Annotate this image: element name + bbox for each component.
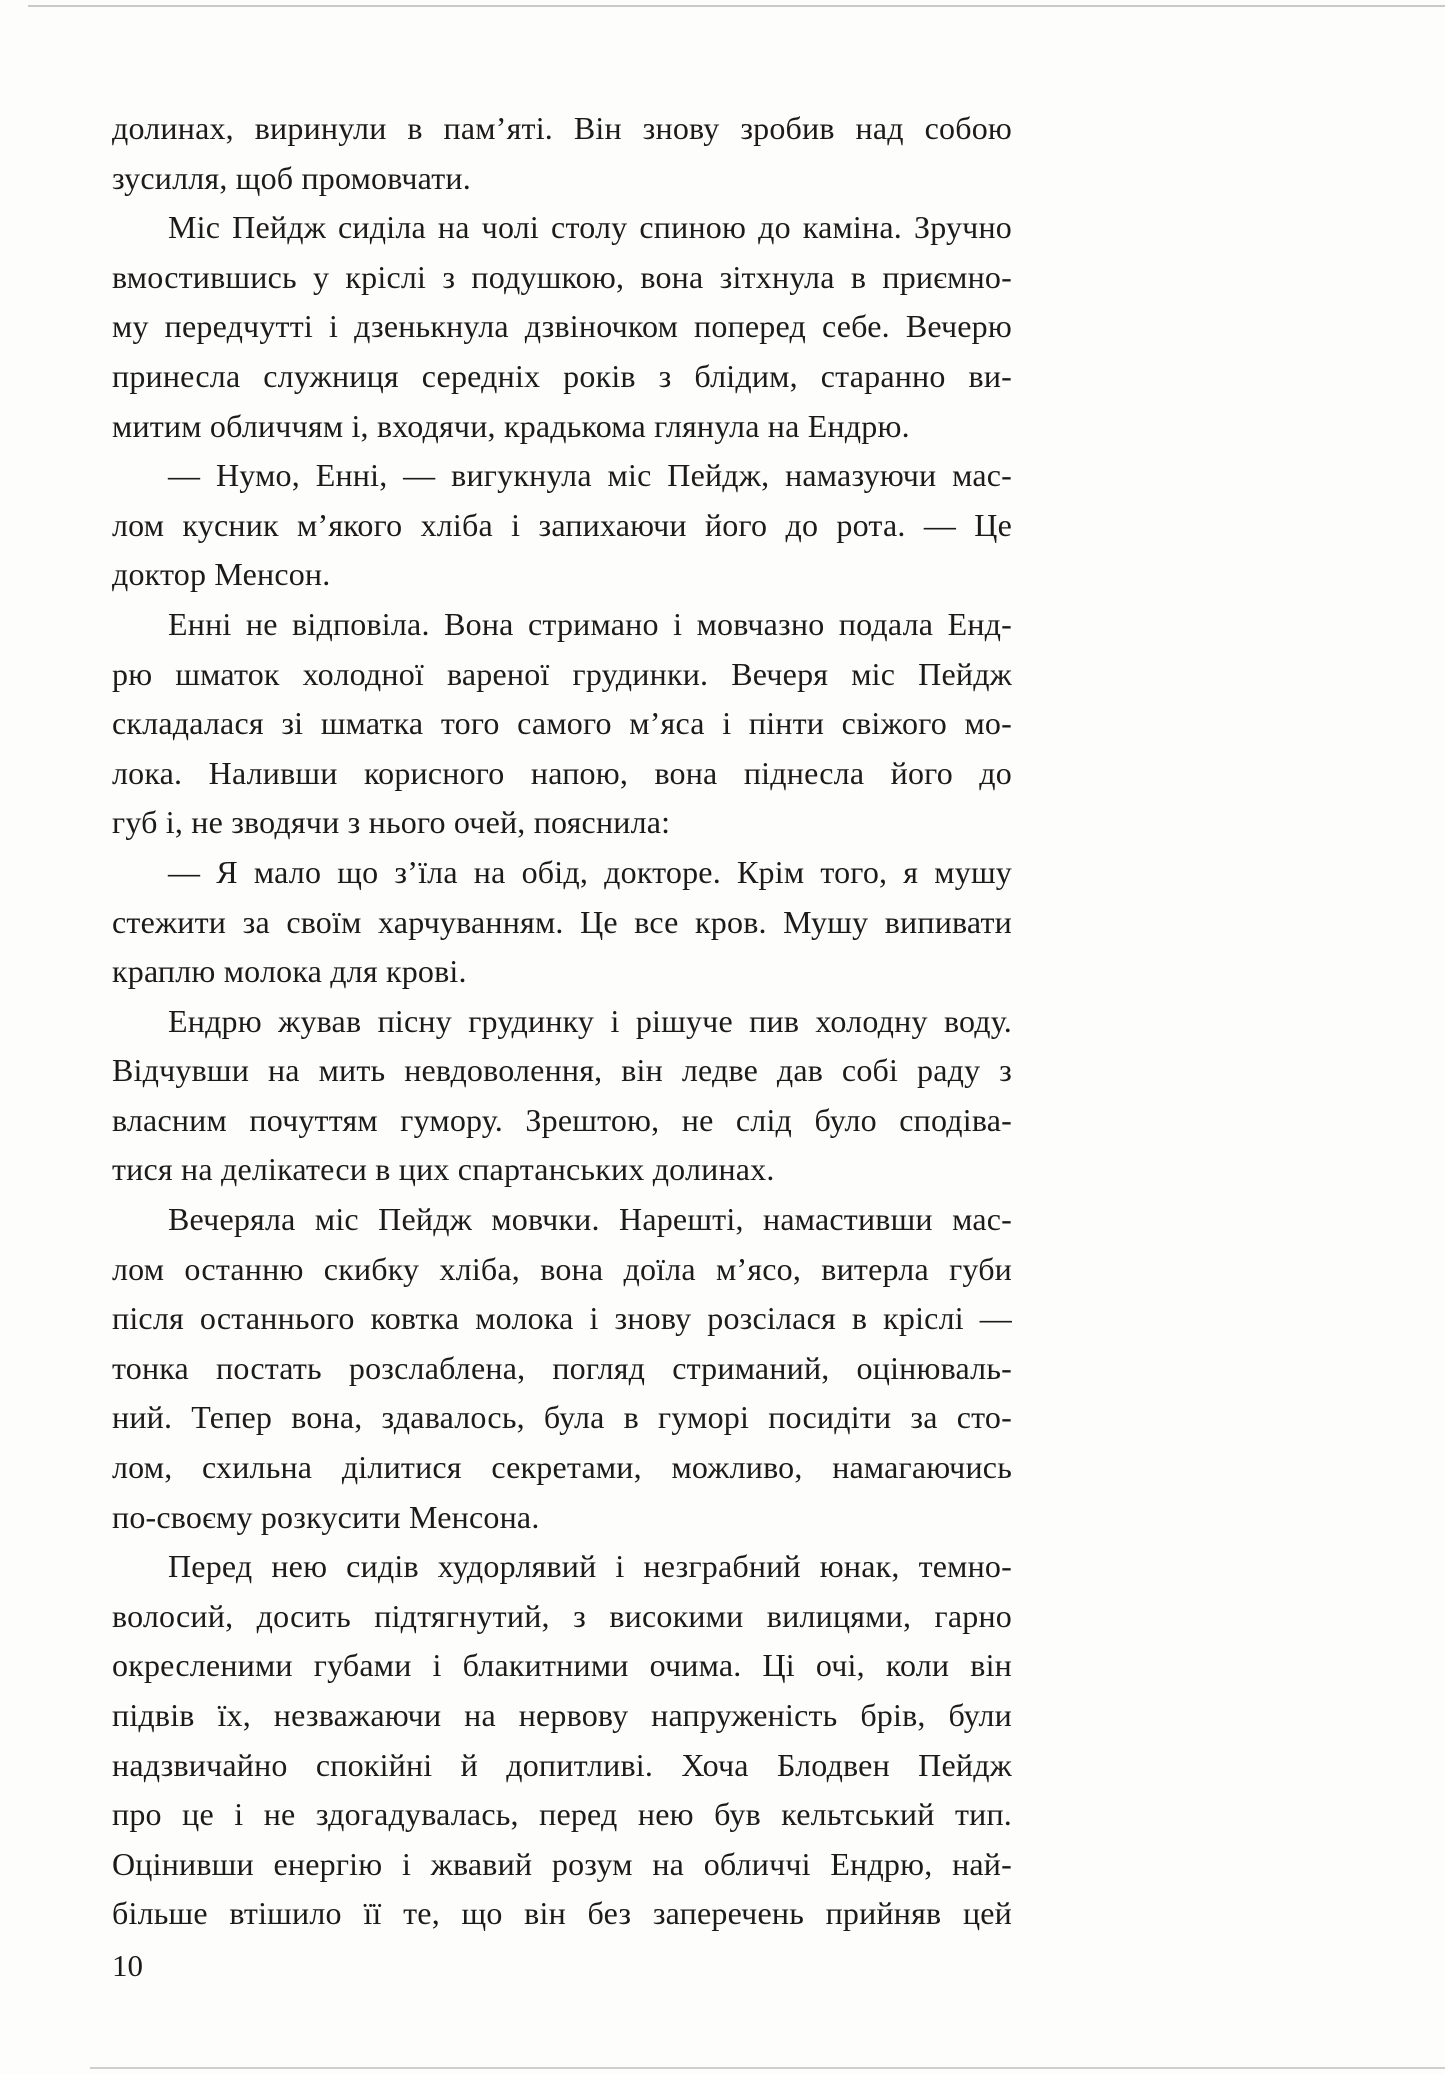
- text-line: власним почуттям гумору. Зрештою, не слід було сподіва-: [112, 1101, 1012, 1138]
- text-line: Ендрю жував пісну грудинку і рішуче пив холодну воду.: [168, 1002, 1012, 1039]
- text-line: після останнього ковтка молока і знову розсілася в кріслі —: [112, 1300, 1012, 1337]
- text-line: краплю молока для крові.: [112, 953, 467, 990]
- text-line: му передчутті і дзенькнула дзвіночком поперед себе. Вечерю: [112, 308, 1012, 345]
- text-line: окресленими губами і блакитними очима. Ці очі, коли він: [112, 1647, 1012, 1684]
- text-line: Оцінивши енергію і жвавий розум на обличчі Ендрю, най-: [112, 1845, 1012, 1882]
- text-line: волосий, досить підтягнутий, з високими вилицями, гарно: [112, 1597, 1012, 1634]
- text-line: Міс Пейдж сиділа на чолі столу спиною до каміна. Зручно: [168, 209, 1012, 246]
- text-line: принесла служниця середніх років з блідим, старанно ви-: [112, 357, 1012, 394]
- text-line: зусилля, щоб промовчати.: [112, 159, 471, 196]
- paragraph: [112, 203, 1012, 451]
- text-line: лом останню скибку хліба, вона доїла м’ясо, витерла губи: [112, 1250, 1012, 1287]
- scan-edge-bottom: [90, 2067, 1445, 2069]
- text-line: губ і, не зводячи з нього очей, пояснила:: [112, 804, 671, 841]
- paragraph: [112, 104, 1012, 203]
- text-line: надзвичайно спокійні й допитливі. Хоча Блодвен Пейдж: [112, 1746, 1012, 1783]
- text-line: тися на делікатеси в цих спартанських долинах.: [112, 1151, 775, 1188]
- text-line: Енні не відповіла. Вона стримано і мовчазно подала Енд-: [168, 605, 1012, 642]
- text-line: рю шматок холодної вареної грудинки. Вечеря міс Пейдж: [112, 655, 1012, 692]
- paragraph: [112, 600, 1012, 848]
- text-line: вмостившись у кріслі з подушкою, вона зітхнула в приємно-: [112, 258, 1012, 295]
- text-line: — Я мало що з’їла на обід, докторе. Крім того, я мушу: [168, 853, 1012, 890]
- paragraph: [112, 451, 1012, 600]
- text-block: [112, 104, 1012, 1939]
- paragraph: [112, 1542, 1012, 1939]
- text-line: лока. Наливши корисного напою, вона піднесла його до: [112, 754, 1012, 791]
- text-line: підвів їх, незважаючи на нервову напруженість брів, були: [112, 1697, 1012, 1733]
- text-line: ний. Тепер вона, здавалось, була в гуморі посидіти за сто-: [112, 1399, 1012, 1436]
- text-line: лом кусник м’якого хліба і запихаючи його до рота. — Це: [112, 506, 1012, 543]
- text-line: лом, схильна ділитися секретами, можливо, намагаючись: [112, 1449, 1012, 1486]
- paragraph: [112, 1195, 1012, 1542]
- text-line: доктор Менсон.: [112, 556, 331, 593]
- text-line: митим обличчям і, входячи, крадькома глянула на Ендрю.: [112, 407, 910, 444]
- paragraph: [112, 997, 1012, 1195]
- text-line: про це і не здогадувалась, перед нею був кельтський тип.: [112, 1796, 1012, 1833]
- text-line: Відчувши на мить невдоволення, він ледве дав собі раду з: [112, 1052, 1012, 1089]
- page-number: 10: [112, 1948, 143, 1983]
- text-line: тонка постать розслаблена, погляд стриманий, оцінюваль-: [112, 1349, 1012, 1386]
- text-line: — Нумо, Енні, — вигукнула міс Пейдж, намазуючи мас-: [168, 457, 1012, 494]
- text-line: більше втішило її те, що він без заперечень прийняв цей: [112, 1895, 1012, 1932]
- text-line: стежити за своїм харчуванням. Це все кров. Мушу випивати: [112, 903, 1012, 940]
- text-line: складалася зі шматка того самого м’яса і пінти свіжого мо-: [112, 705, 1012, 742]
- text-line: по-своєму розкусити Менсона.: [112, 1498, 540, 1535]
- text-line: Вечеряла міс Пейдж мовчки. Нарешті, намастивши мас-: [168, 1201, 1012, 1238]
- scan-edge-top: [28, 5, 1445, 7]
- paragraph: [112, 848, 1012, 997]
- text-line: Перед нею сидів худорлявий і незграбний юнак, темно-: [168, 1548, 1012, 1585]
- text-line: долинах, виринули в пам’яті. Він знову зробив над собою: [112, 110, 1012, 146]
